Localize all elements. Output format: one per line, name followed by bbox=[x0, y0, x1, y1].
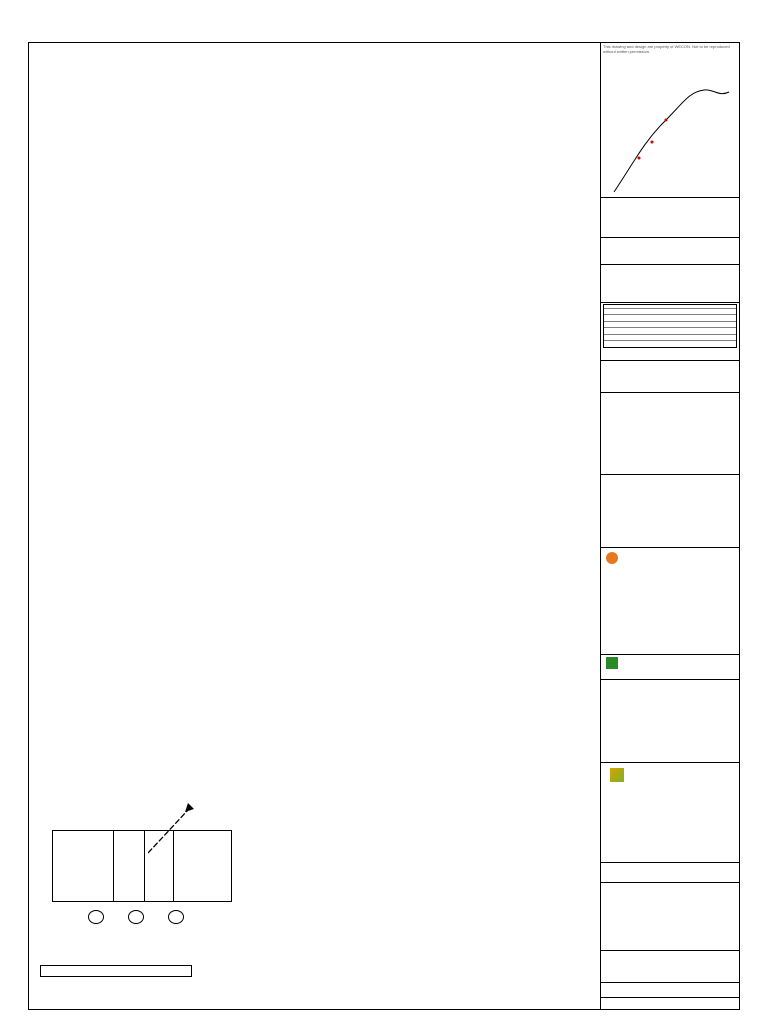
gmrc-logo-icon bbox=[606, 552, 618, 564]
segment-bubble bbox=[88, 910, 104, 924]
step-4 bbox=[40, 785, 330, 1010]
segment-bubble bbox=[168, 910, 184, 924]
key-plan-map bbox=[604, 62, 736, 202]
reference-table bbox=[603, 304, 737, 348]
title-block bbox=[600, 42, 740, 1010]
elevation-box bbox=[52, 830, 232, 902]
tcpl-logo-icon bbox=[606, 657, 618, 669]
tb-header-text: This drawing and design are property of WECON. Not to be reproduced without written permission. bbox=[603, 44, 730, 54]
wenzel-logo-icon bbox=[610, 768, 624, 782]
segment-bubble bbox=[128, 910, 144, 924]
